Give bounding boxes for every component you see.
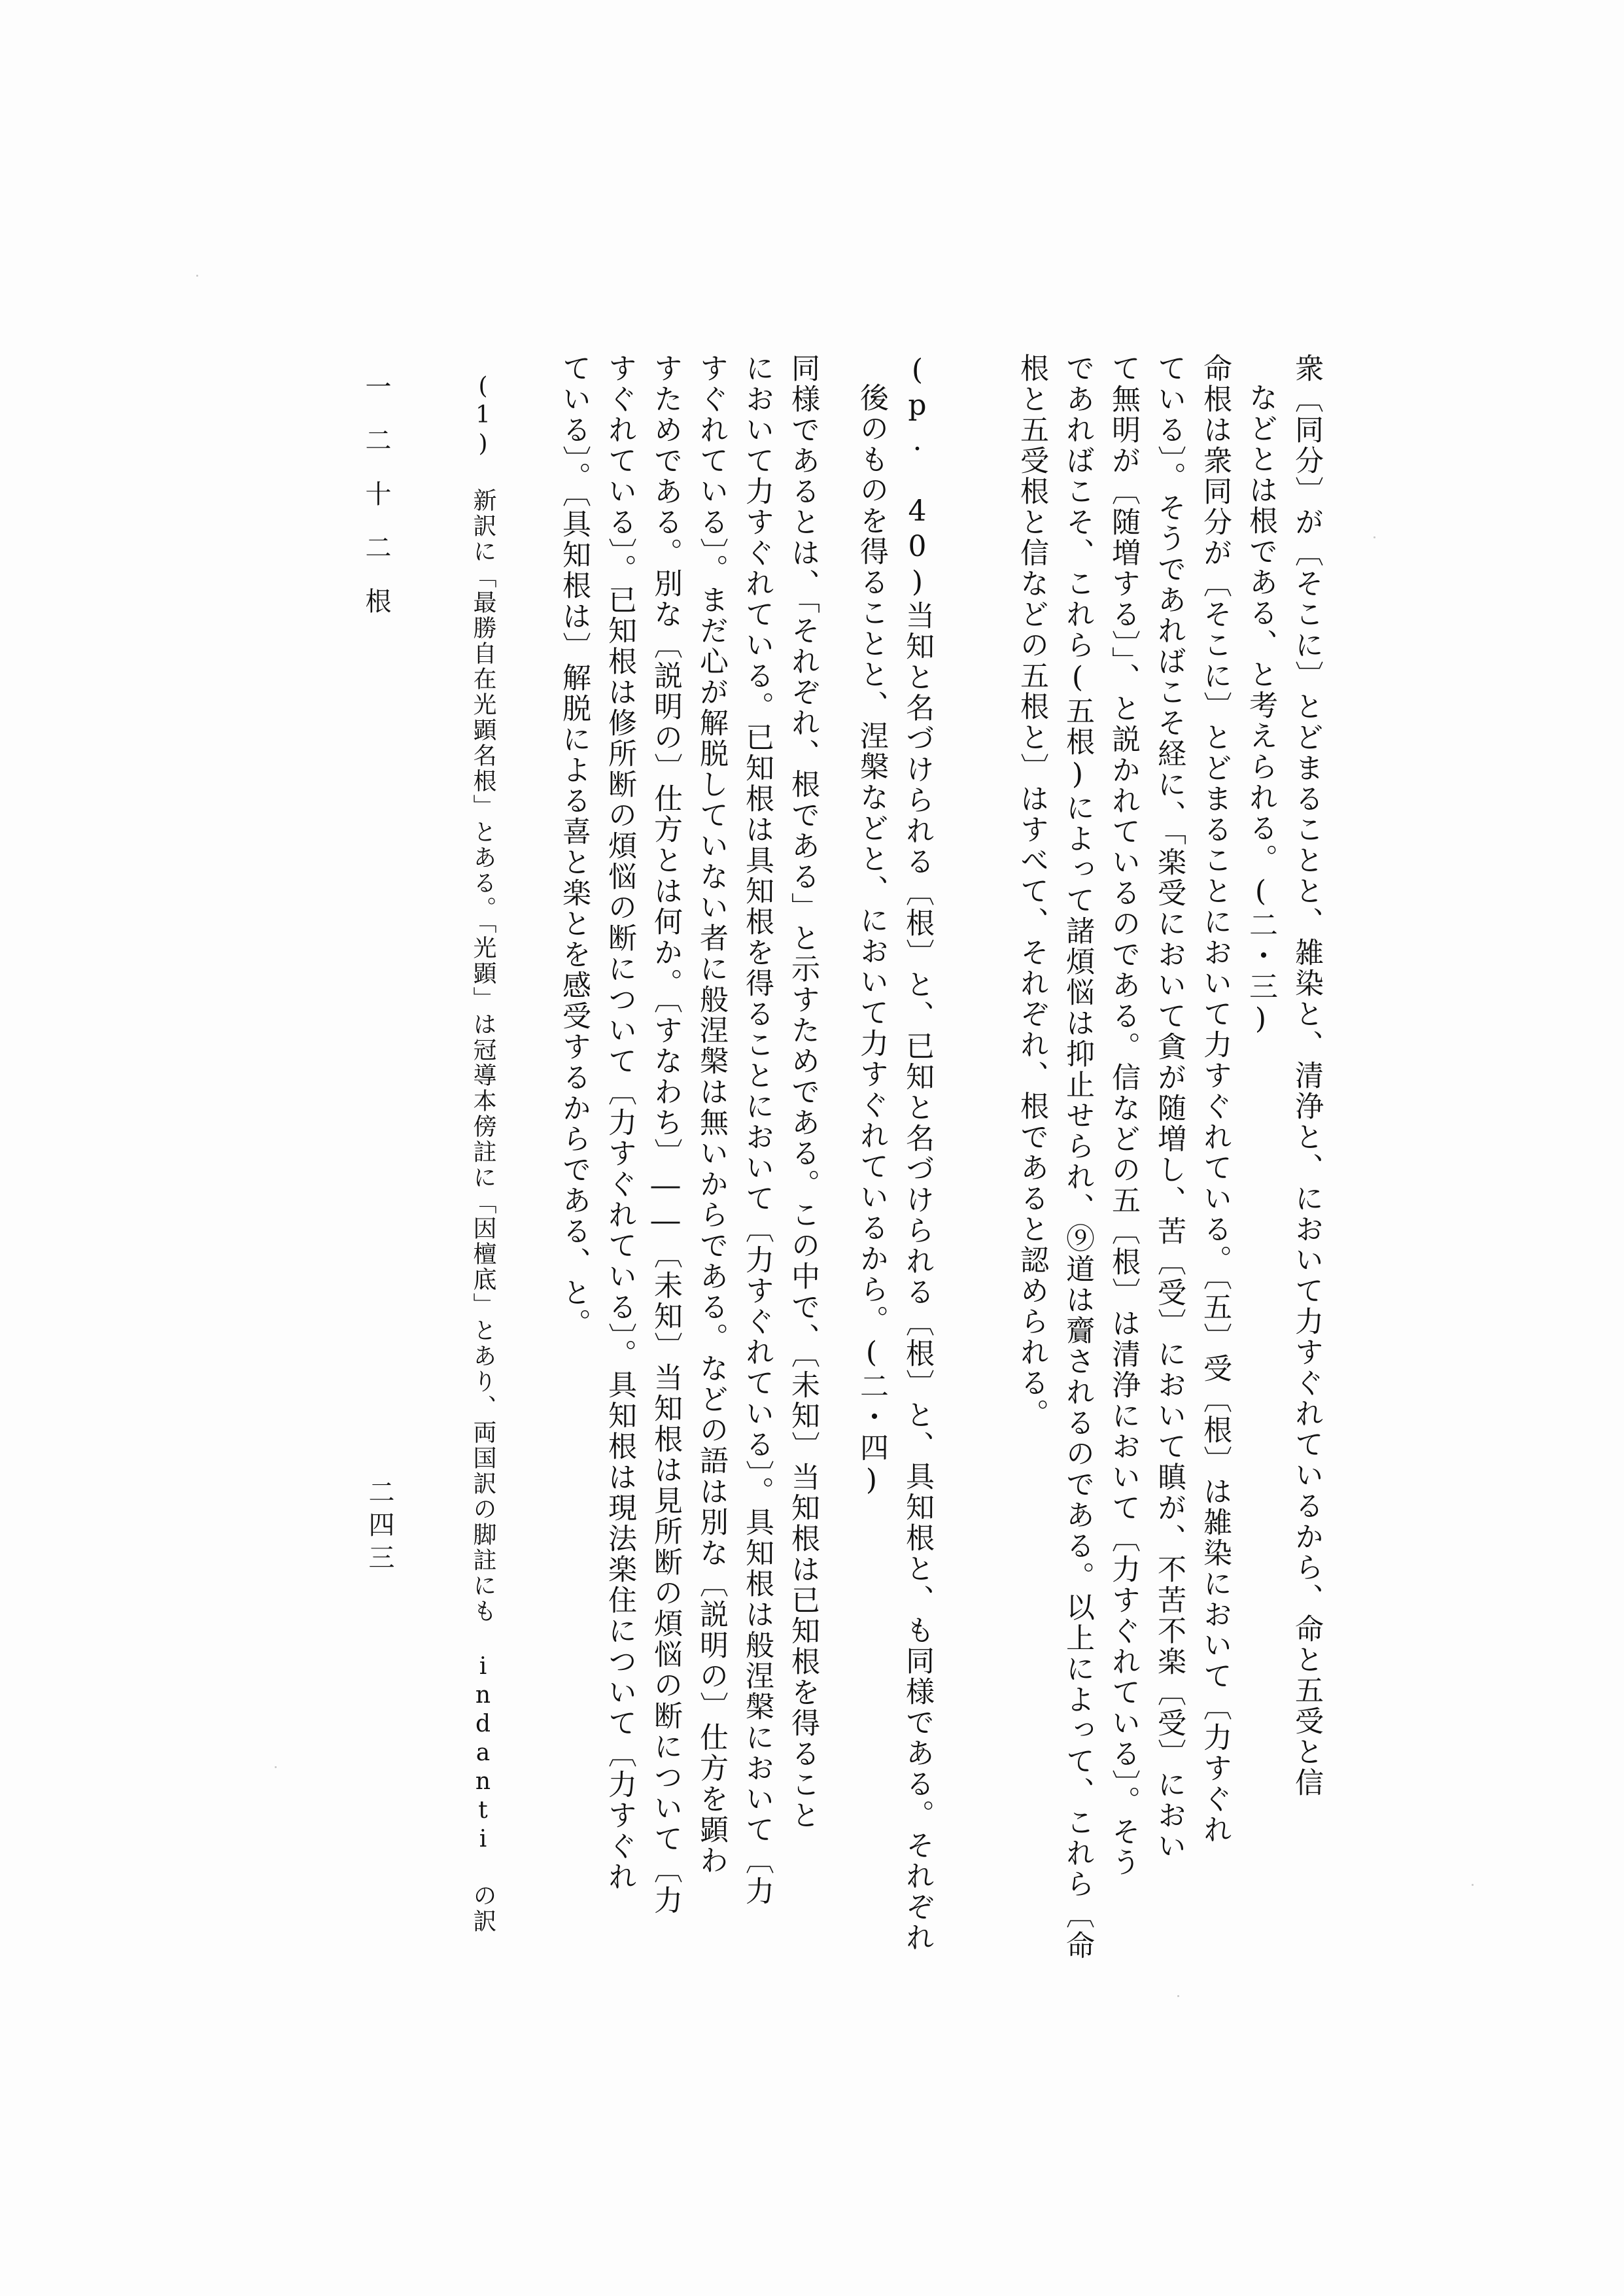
body-line: 衆〔同分〕が〔そこに〕とどまることと、雑染と、清浄と、において力すぐれているから、命と五受と信 xyxy=(1290,353,1323,1798)
body-line: 命根は衆同分が〔そこに〕とどまることにおいて力すぐれている。〔五〕受〔根〕は雑染において〔力すぐれ xyxy=(1198,353,1232,1845)
footnote: (1) 新訳に「最勝自在光顕名根」とある。「光顕」は冠導本傍註に「因檀底」とあり、両国訳の脚註にも indanti の訳 xyxy=(470,373,496,1934)
body-line: において力すぐれている。已知根は具知根を得ることにおいて〔力すぐれている〕。具知根は般涅槃において〔力 xyxy=(740,353,774,1907)
scan-speck xyxy=(196,275,198,277)
body-line: (p. 40)当知と名づけられる〔根〕と、已知と名づけられる〔根〕と、具知根と、も同様である。それぞれ xyxy=(901,353,934,1953)
body-line: すためである。別な〔説明の〕仕方とは何か。〔すなわち〕――〔未知〕当知根は見所断の煩悩の断について〔力 xyxy=(649,353,682,1916)
page-number: 二四三 xyxy=(364,1478,394,1576)
scan-speck xyxy=(1177,1995,1179,1997)
scan-speck xyxy=(1373,536,1375,538)
body-line: 後のものを得ることと、涅槃などと、において力すぐれているから。(二・四) xyxy=(855,383,888,1499)
body-line: 根と五受根と信などの五根と〕はすべて、それぞれ、根であると認められる。 xyxy=(1015,353,1048,1429)
body-line: て無明が〔随増する〕」、と説かれているのである。信などの五〔根〕は清浄において〔力すぐれている〕。そう xyxy=(1107,353,1140,1878)
body-line: ている〕。そうであればこそ経に、「楽受において貪が随増し、苦〔受〕において瞋が、不苦不楽〔受〕におい xyxy=(1152,353,1186,1862)
body-line: すぐれている〕。まだ心が解脱していない者に般涅槃は無いからである。などの語は別な〔説明の〕仕方を顕わ xyxy=(695,353,728,1876)
body-line: であればこそ、これら(五根)によって諸煩悩は抑止せられ、⑨道は齎されるのである。以上によって、これら〔命 xyxy=(1061,353,1094,1961)
body-line: 同様であるとは、「それぞれ、根である」と示すためである。この中で、〔未知〕当知根は已知根を得ること xyxy=(786,353,820,1831)
scan-speck xyxy=(275,1766,277,1768)
scan-speck xyxy=(1472,1884,1474,1886)
body-line: すぐれている〕。已知根は修所断の煩悩の断について〔力すぐれている〕。具知根は現法楽住について〔力すぐれ xyxy=(603,353,636,1892)
body-line: などとは根である、と考えられる。(二・三) xyxy=(1244,383,1277,1037)
running-header: 一二十二根 xyxy=(361,373,391,641)
body-line: ている〕。〔具知根は〕解脱による喜と楽とを感受するからである、と。 xyxy=(557,353,591,1339)
